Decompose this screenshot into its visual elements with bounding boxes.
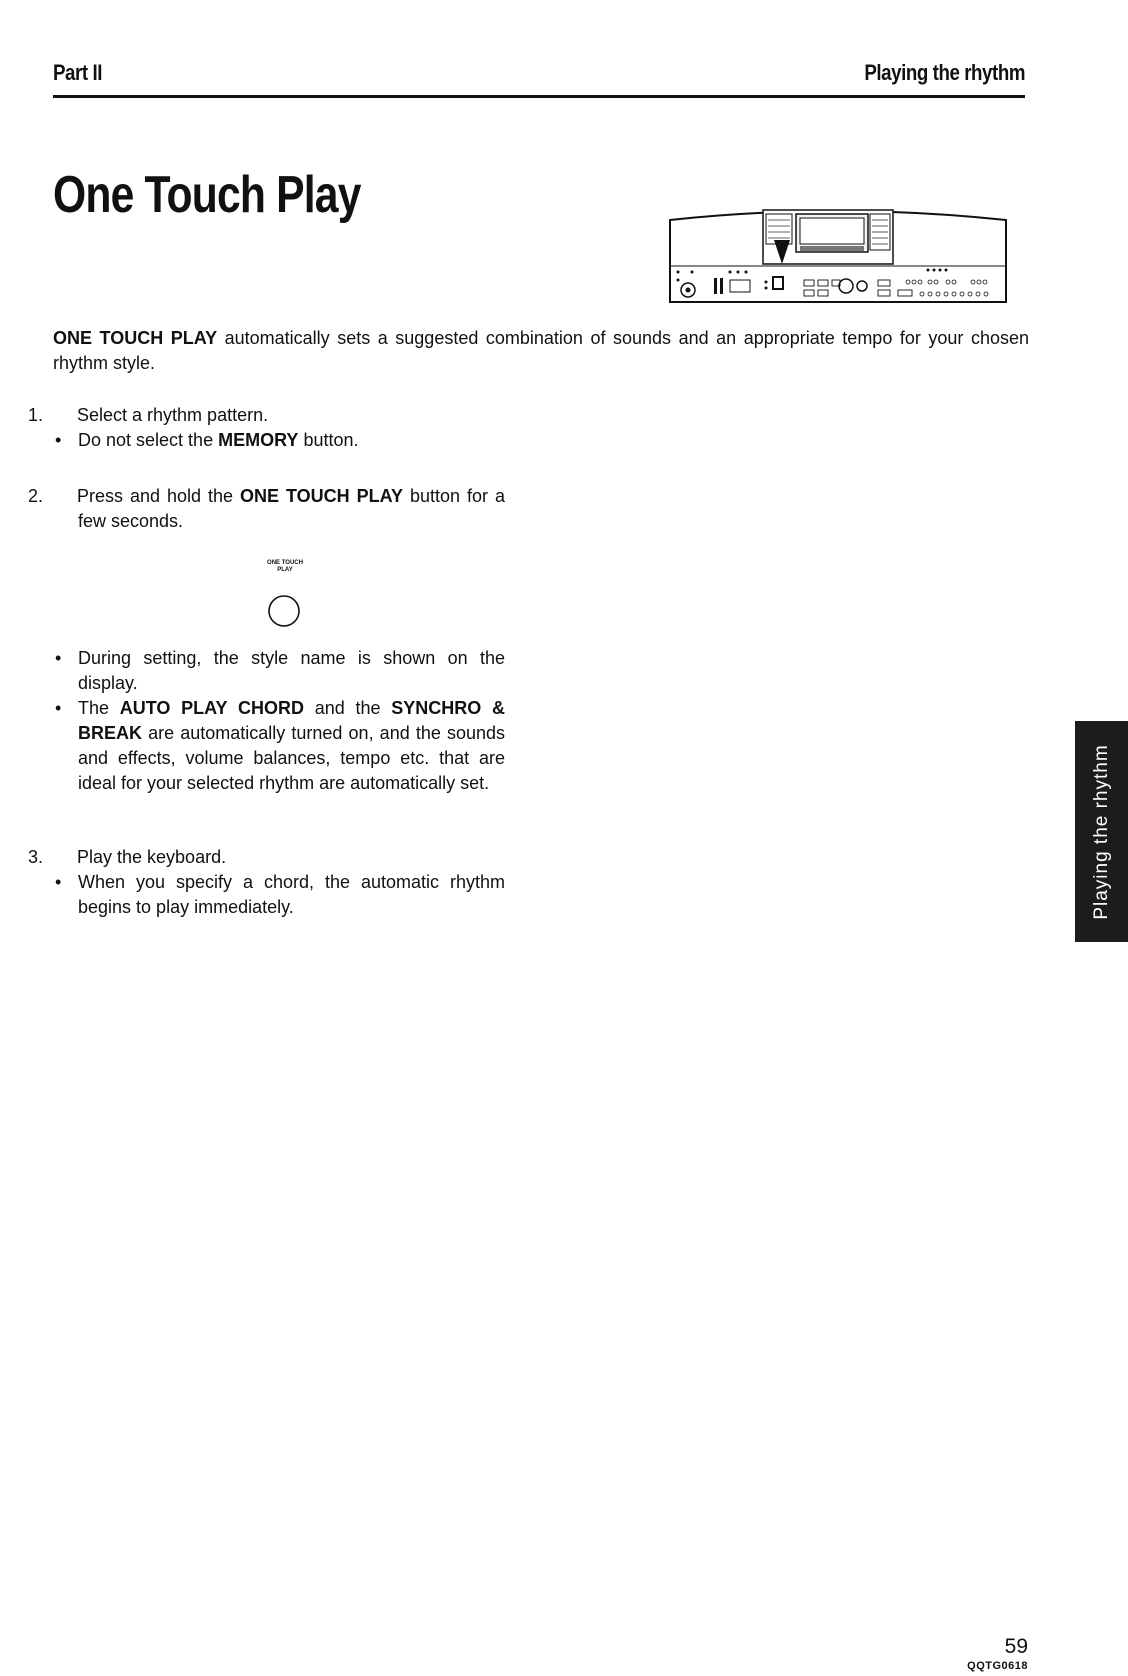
- step-1-note-post: button.: [298, 430, 359, 450]
- button-label-line1: ONE TOUCH: [267, 560, 303, 566]
- section-label: Playing the rhythm: [864, 60, 1025, 85]
- note-d: SYNCHRO & BREAK: [78, 698, 505, 743]
- step-2-line: [28, 484, 505, 534]
- step-2-notes: [53, 646, 505, 796]
- page-title: One Touch Play: [53, 166, 361, 224]
- note-e: are automatically turned on, and the sounds and effects, volume balances, tempo etc. that are ideal for your selected rhythm are automatically set.: [78, 723, 505, 793]
- step-1-note-bold: MEMORY: [218, 430, 299, 450]
- intro-paragraph: [53, 326, 1029, 376]
- note-b: AUTO PLAY CHORD: [119, 698, 304, 718]
- note-c: and the: [303, 698, 392, 718]
- step-2-pre: Press and hold the: [77, 486, 241, 506]
- step-2: [28, 484, 505, 534]
- step-1-note: [53, 428, 505, 453]
- step-1-number: 1.: [28, 405, 44, 425]
- step-3-number: 3.: [28, 847, 44, 867]
- note-auto-settings: [53, 696, 505, 796]
- step-3: [28, 845, 505, 920]
- step-1-note-pre: Do not select the: [78, 430, 219, 450]
- keyboard-panel-illustration: [668, 200, 1008, 304]
- intro-text: automatically sets a suggested combination of sounds and an appropriate tempo for your chosen rhythm style.: [53, 328, 1029, 373]
- page-number: 59: [1004, 1635, 1028, 1658]
- note-display: • During setting, the style name is shown on the display.: [53, 646, 505, 696]
- part-label: Part II: [53, 60, 102, 85]
- header-rule: [53, 95, 1025, 98]
- side-tab: [1075, 721, 1128, 942]
- step-2-post: button for a few seconds.: [78, 486, 505, 531]
- intro-bold: ONE TOUCH PLAY: [53, 328, 218, 348]
- one-touch-play-button-label: [255, 560, 315, 574]
- step-3-note: • When you specify a chord, the automatic rhythm begins to play immediately.: [53, 870, 505, 920]
- step-2-number: 2.: [28, 486, 44, 506]
- one-touch-play-button-icon: [266, 593, 302, 629]
- step-1-line: [28, 403, 505, 428]
- note-a: The: [78, 698, 120, 718]
- side-tab-label: Playing the rhythm: [1090, 743, 1112, 920]
- step-1: [28, 403, 505, 453]
- document-code: QQTG0618: [967, 1660, 1028, 1672]
- button-label-line2: PLAY: [277, 567, 293, 573]
- step-1-text: Select a rhythm pattern.: [77, 405, 269, 425]
- step-2-bold: ONE TOUCH PLAY: [240, 486, 403, 506]
- step-3-text: Play the keyboard.: [77, 847, 227, 867]
- step-3-line: [28, 845, 505, 870]
